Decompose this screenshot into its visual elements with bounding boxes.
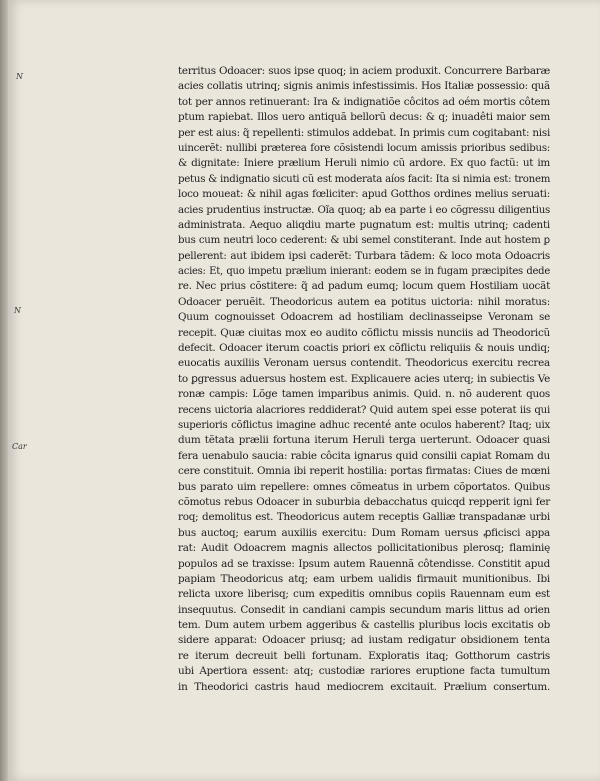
text-line: uincerẽt: nullibi præterea fore cõsistendi locum amissis prioribus sedibus: <box>178 142 550 154</box>
text-line: euocatis auxiliis Veronam uersus contendit. Theodoricus exercitu recrea <box>178 357 550 370</box>
text-line: acies prudentius instructæ. Oĩa quoq; ab ea parte i eo cõgressu diligentius <box>178 204 550 216</box>
text-line: acies: Et, quo impetu prælium inierant: eodem se in fugam præcipites dede <box>178 266 550 278</box>
text-line: relicta uxore liberisq; cum expeditis omnibus copiis Rauennam eum est <box>178 588 550 601</box>
text-line: bus parato uim repellere: omnes cõmeatus in urbem cõportatos. Quibus <box>178 480 550 493</box>
text-line: insequutus. Consedit in candiani campis secundum maris littus ad orien <box>178 603 550 616</box>
text-line: tot per annos retinuerant: Ira & indignatiõe côcitos ad oém mortis côtem <box>178 95 550 108</box>
text-line: defecit. Odoacer iterum coactis priori ex cõflictu reliquiis & nouis undiq; <box>178 342 550 355</box>
text-line: cõmotus rebus Odoacer in suburbia debacchatus quicqd repperit igni fer <box>178 495 550 508</box>
text-line: ubi Apertiora essent: atq; custodiæ rariores eruptione facta tumultum <box>178 665 550 678</box>
text-line: re. Nec prius cõstitere: q̃ ad padum eumq; locum quem Hostiliam uocãt <box>178 280 550 293</box>
text-line: to ꝑgressus aduersus hostem est. Explicauere acies uterq; in subiectis Ve <box>178 372 550 385</box>
text-line: recens uictoria alacriores reddiderat? Quid autem spei esse poterat iis qui <box>178 404 550 416</box>
text-line: re iterum decreuit belli fortunam. Exploratis itaq; Gotthorum castris <box>178 649 550 662</box>
text-line: loco moueat: & nihil agas fœliciter: apud Gotthos ordines melius seruati: <box>178 188 550 201</box>
text-line: per est aius: q̃ repellenti: stimulos addebat. In primis cum cogitabant: nisi <box>178 126 551 139</box>
text-line: pellerent: aut ibidem ipsi caderẽt: Turbara tãdem: & loco mota Odoacris <box>178 249 550 262</box>
text-line: bus cum neutri loco cederent: & ubi semel constiterant. Inde aut hostem ꝑ <box>178 235 550 247</box>
text-line: & dignitate: Iniere prælium Heruli nimio cũ ardore. Ex quo factũ: ut im <box>178 157 550 170</box>
text-line: recepit. Quæ ciuitas mox eo audito cõflictu missis nunciis ad Theodoricũ <box>178 326 550 339</box>
text-block <box>178 64 550 695</box>
text-line: superioris cõflictus imagine adhuc recenté ante oculos haberent? Itaq; uix <box>178 419 550 431</box>
text-line: petus & indignatio sicuti cũ est moderata aíos facit: Ita si nimia est: tronem <box>178 173 551 185</box>
text-line: bus auctoq; earum auxiliis exercitu: Dum Romam uersus ꝓficisci appa <box>178 526 550 539</box>
text-line: territus Odoacer: suos ipse quoq; in aciem produxit. Concurrere Barbaræ <box>178 65 550 77</box>
text-line: in Theodorici castris haud mediocrem excitauit. Prælium consertum. <box>178 680 550 693</box>
text-line: acies collatis utrinq; signis animis infestissimis. Hos Italiæ possessio: quã <box>178 80 550 93</box>
text-line: cere constituit. Omnia ibi reperit hostilia: portas firmatas: Ciues de mœni <box>178 465 550 478</box>
text-line: tem. Dum autem urbem aggeribus & castellis pluribus locis excitatis ob <box>178 619 550 632</box>
margin-note: Car <box>12 442 27 451</box>
text-line: administrata. Aequo aliqdiu marte pugnatum est: multis utrinq; cadenti <box>178 218 550 231</box>
text-line: roq; demolitus est. Theodoricus autem receptis Galliæ transpadanæ urbi <box>178 511 550 524</box>
margin-note: N <box>14 306 21 315</box>
text-line: ronæ campis: Lõge tamen imparibus animis. Quid. n. nõ auderent quos <box>178 388 550 401</box>
text-line: populos ad se traxisse: Ipsum autem Rauennã côtendisse. Constitit apud <box>178 557 550 570</box>
text-line: Quum cognouisset Odoacrem ad hostiliam declinasseipse Veronam se <box>178 311 550 324</box>
text-line: rat: Audit Odoacrem magnis allectos pollicitationibus plerosq; flaminię <box>178 542 550 555</box>
text-line: sidere apparat: Odoacer priusq; ad iustam redigatur obsidionem tenta <box>178 634 550 647</box>
page <box>8 0 600 781</box>
text-line: Odoacer peruẽit. Theodoricus autem ea potitus uictoria: nihil moratus: <box>178 295 550 308</box>
text-line: dum tẽtata prælii fortuna iterum Heruli terga uerterunt. Odoacer quasi <box>178 434 550 447</box>
margin-note: N <box>16 72 23 81</box>
text-line: papiam Theodoricus atq; eam urbem ualidis firmauit munitionibus. Ibi <box>178 572 550 585</box>
text-line: ptum rapiebat. Illos uero antiquã bellorũ decus: & q; inuadêti maior sem <box>178 111 550 124</box>
text-line: fera uenabulo saucia: rabie côcita ignarus quid consilii capiat Romam du <box>178 449 550 462</box>
